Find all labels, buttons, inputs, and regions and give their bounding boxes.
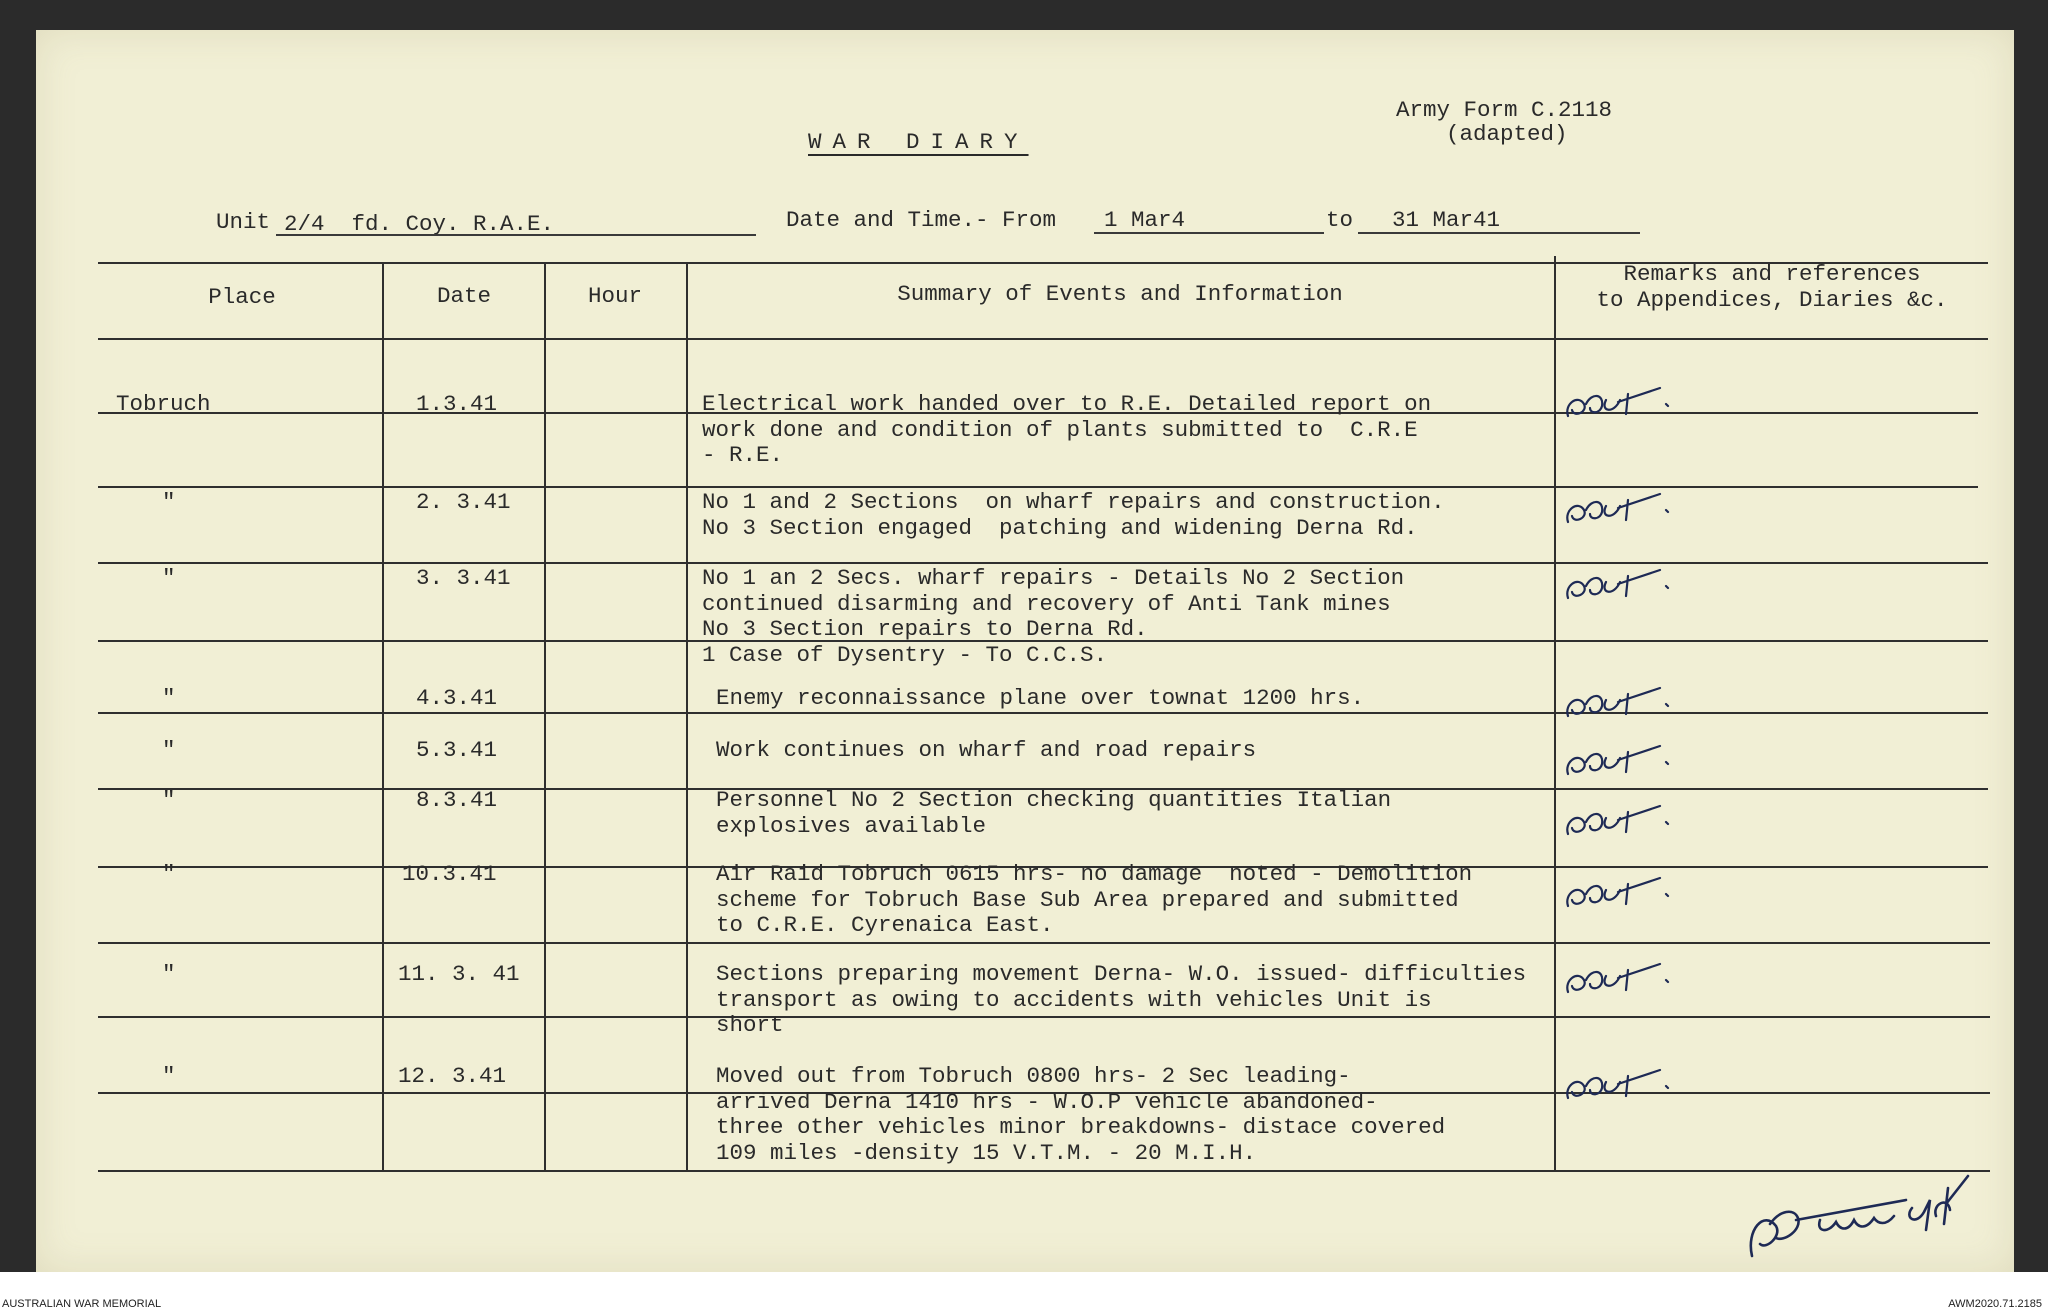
unit-underline <box>276 234 756 236</box>
row-place: " <box>162 737 176 763</box>
row-summary-line: No 1 an 2 Secs. wharf repairs - Details No 2 Section <box>702 565 1405 591</box>
from-underline <box>1094 232 1324 234</box>
remarks-initials-mark <box>1560 560 1680 610</box>
row-summary-line: transport as owing to accidents with vehicles Unit is <box>716 986 1432 1013</box>
row-summary-line: scheme for Tobruch Base Sub Area prepared and submitted <box>716 886 1459 913</box>
row-summary-line: Air Raid Tobruch 0615 hrs- no damage noted - Demolition <box>716 861 1473 887</box>
to-value: 31 Mar41 <box>1392 207 1501 233</box>
row-date: 8.3.41 <box>416 787 498 813</box>
row-summary-line: short <box>716 1012 784 1038</box>
remarks-initials-mark <box>1560 954 1680 1004</box>
row-summary-line: No 3 Section engaged patching and widening Derna Rd. <box>702 514 1418 541</box>
footer-reference: AWM2020.71.2185 <box>1948 1298 2042 1310</box>
remarks-initials-mark <box>1560 868 1680 918</box>
table-column-rule <box>544 264 546 1170</box>
row-date: 11. 3. 41 <box>398 961 520 987</box>
row-summary-line: Work continues on wharf and road repairs <box>716 737 1257 763</box>
unit-label: Unit <box>216 209 271 235</box>
remarks-initials-mark <box>1560 484 1680 534</box>
row-summary-line: three other vehicles minor breakdowns- distace covered <box>716 1114 1446 1140</box>
remarks-initials-mark <box>1560 736 1680 786</box>
row-summary-line: No 3 Section repairs to Derna Rd. <box>702 616 1148 642</box>
row-summary-line: continued disarming and recovery of Anti Tank mines <box>702 590 1391 617</box>
row-summary-line: explosives available <box>716 812 987 839</box>
from-value: 1 Mar4 <box>1104 207 1186 233</box>
row-summary-line: to C.R.E. Cyrenaica East. <box>716 912 1054 938</box>
remarks-initials-mark <box>1560 1060 1680 1110</box>
row-summary-line: Electrical work handed over to R.E. Detailed report on <box>702 391 1432 417</box>
remarks-initials-mark <box>1560 378 1680 428</box>
row-summary-line: 1 Case of Dysentry - To C.C.S. <box>702 641 1108 668</box>
row-summary-line: Personnel No 2 Section checking quantities Italian <box>716 787 1392 813</box>
remarks-initials-mark <box>1560 678 1680 728</box>
archive-footer <box>0 1272 2048 1312</box>
footer-institution: AUSTRALIAN WAR MEMORIAL <box>2 1298 162 1310</box>
row-place: " <box>162 961 176 987</box>
col-header-hour: Hour <box>587 283 642 309</box>
date-time-label: Date and Time.- From <box>786 207 1057 233</box>
row-place: " <box>162 1063 176 1089</box>
row-summary-line: - R.E. <box>702 442 784 468</box>
row-summary-line: Moved out from Tobruch 0800 hrs- 2 Sec leading- <box>716 1063 1351 1089</box>
row-summary-line: 109 miles -density 15 V.T.M. - 20 M.I.H. <box>716 1139 1257 1166</box>
row-summary-line: arrived Derna 1410 hrs - W.O.P vehicle abandoned- <box>716 1088 1378 1115</box>
col-header-place: Place <box>208 284 276 310</box>
to-underline <box>1358 232 1640 234</box>
col-header-summary: Summary of Events and Information <box>897 281 1343 307</box>
col-header-remarks-1: Remarks and references <box>1623 261 1921 287</box>
war-diary-title: WAR DIARY <box>808 129 1029 155</box>
row-summary-line: Sections preparing movement Derna- W.O. issued- difficulties <box>716 961 1527 987</box>
row-date: 1.3.41 <box>416 391 498 417</box>
row-place: " <box>162 565 176 591</box>
row-date: 3. 3.41 <box>416 565 511 591</box>
row-date: 4.3.41 <box>416 685 498 711</box>
row-date: 2. 3.41 <box>416 489 511 515</box>
to-label: to <box>1326 207 1354 233</box>
col-header-remarks-2: to Appendices, Diaries &c. <box>1596 287 1948 313</box>
table-column-rule <box>382 264 384 1170</box>
unit-value: 2/4 fd. Coy. R.A.E. <box>284 211 555 237</box>
army-form-label: Army Form C.2118 <box>1396 97 1613 123</box>
col-header-date: Date <box>436 283 491 309</box>
officer-signature <box>1736 1160 1976 1270</box>
table-column-rule <box>1554 256 1556 1170</box>
row-place: " <box>162 787 176 813</box>
row-summary-line: Enemy reconnaissance plane over townat 1200 hrs. <box>716 685 1365 711</box>
row-place: " <box>162 861 176 887</box>
adapted-label: (adapted) <box>1446 121 1568 147</box>
table-rule <box>98 486 1978 488</box>
row-summary-line: No 1 and 2 Sections on wharf repairs and construction. <box>702 489 1445 515</box>
row-date: 5.3.41 <box>416 737 498 763</box>
remarks-initials-mark <box>1560 796 1680 846</box>
row-date: 10.3.41 <box>402 861 497 887</box>
row-place: " <box>162 489 176 515</box>
table-column-rule <box>686 264 688 1170</box>
row-date: 12. 3.41 <box>398 1063 507 1089</box>
row-place: Tobruch <box>116 391 211 417</box>
row-summary-line: work done and condition of plants submitted to C.R.E <box>702 416 1418 443</box>
row-place: " <box>162 685 176 711</box>
table-rule <box>98 1170 1990 1172</box>
